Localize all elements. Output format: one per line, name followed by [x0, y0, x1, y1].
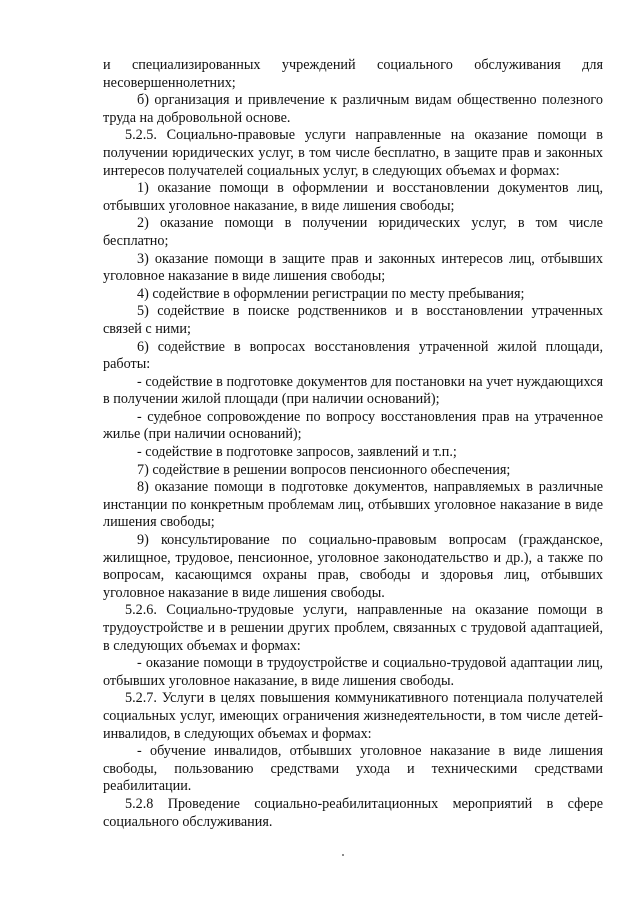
section-5-2-6: 5.2.6. Социально-трудовые услуги, направленные на оказание помощи в трудоустройстве и в решении других проблем, связанных с трудовой адаптацией, в следующих объемах и формах:: [103, 602, 603, 654]
list-item-6: 6) содействие в вопросах восстановления утраченной жилой площади, работы:: [103, 338, 603, 373]
sub-item-training: - обучение инвалидов, отбывших уголовное наказание в виде лишения свободы, пользованию средствами ухода и техническими средствами реабилитации.: [103, 743, 603, 795]
list-item-4: 4) содействие в оформлении регистрации по месту пребывания;: [137, 285, 525, 302]
sub-item-court: - судебное сопровождение по вопросу восстановления прав на утраченное жилье (при наличии оснований);: [103, 408, 603, 443]
list-item-9: 9) консультирование по социально-правовым вопросам (гражданское, жилищное, трудовое, пенсионное, уголовное законодательство и др.), а также по вопросам, касающимся охраны прав, свободы и здоровья лиц, отбывших уголовное наказание в виде лишения свободы.: [103, 532, 603, 601]
list-item-5: 5) содействие в поиске родственников и в восстановлении утраченных связей с ними;: [103, 303, 603, 337]
sub-item-requests: - содействие в подготовке запросов, заявлений и т.п.;: [137, 444, 457, 461]
paragraph-continuation: и специализированных учреждений социального обслуживания для несовершеннолетних;: [103, 57, 603, 91]
scan-artifact: [342, 854, 344, 856]
sub-item-documents: - содействие в подготовке документов для постановки на учет нуждающихся в получении жилой площади (при наличии оснований);: [103, 373, 603, 408]
section-5-2-7: 5.2.7. Услуги в целях повышения коммуникативного потенциала получателей социальных услуг, имеющих ограничения жизнедеятельности, в том числе детей-инвалидов, в следующих объемах и формах:: [103, 690, 603, 742]
section-5-2-5: 5.2.5. Социально-правовые услуги направленные на оказание помощи в получении юридических услуг, в том числе бесплатно, в защите прав и законных интересов получателей социальных услуг, в следующих объемах и формах:: [103, 127, 603, 179]
document-text: [103, 57, 603, 831]
section-5-2-8: 5.2.8 Проведение социально-реабилитационных мероприятий в сфере социального обслуживания.: [103, 795, 603, 830]
list-item-8: 8) оказание помощи в подготовке документов, направляемых в различные инстанции по конкретным проблемам лиц, отбывших уголовное наказание в виде лишения свободы;: [103, 479, 603, 531]
list-item-2: 2) оказание помощи в получении юридических услуг, в том числе бесплатно;: [103, 215, 603, 249]
list-item-1: 1) оказание помощи в оформлении и восстановлении документов лиц, отбывших уголовное наказание, в виде лишения свободы;: [103, 180, 603, 214]
paragraph-item-b: б) организация и привлечение к различным видам общественно полезного труда на добровольной основе.: [103, 92, 603, 126]
list-item-7: 7) содействие в решении вопросов пенсионного обеспечения;: [137, 461, 511, 478]
list-item-3: 3) оказание помощи в защите прав и законных интересов лиц, отбывших уголовное наказание в виде лишения свободы;: [103, 250, 603, 285]
sub-item-employment: - оказание помощи в трудоустройстве и социально-трудовой адаптации лиц, отбывших уголовное наказание, в виде лишения свободы.: [103, 655, 603, 689]
